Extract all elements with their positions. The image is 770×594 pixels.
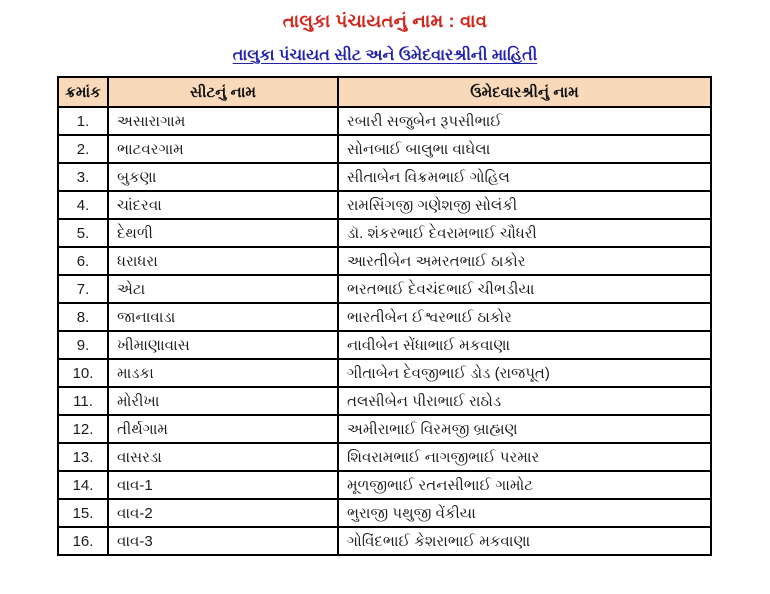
- seat-name: જાનાવાડા: [108, 303, 338, 331]
- table-row: [58, 163, 711, 191]
- seat-name: ધરાધરા: [108, 247, 338, 275]
- seat-name: વાવ-2: [108, 499, 338, 527]
- candidate-name: નાવીબેન સેંધાભાઈ મકવાણા: [338, 331, 711, 359]
- table-row: [58, 471, 711, 499]
- seat-name: વાવ-3: [108, 527, 338, 555]
- candidate-name: ગોવિંદભાઈ કેશરાભાઈ મકવાણા: [338, 527, 711, 555]
- page-title: તાલુકા પંચાયતનું નામ : વાવ: [282, 11, 488, 31]
- seat-name: અસારાગામ: [108, 107, 338, 135]
- row-number: 15.: [58, 499, 108, 527]
- row-number: 3.: [58, 163, 108, 191]
- seat-name: વાસરડા: [108, 443, 338, 471]
- table-row: [58, 247, 711, 275]
- header-serial-number: ક્રમાંક: [58, 77, 108, 107]
- seat-name: દેથળી: [108, 219, 338, 247]
- table-row: [58, 359, 711, 387]
- candidate-name: મૂળજીભાઈ રતનસીભાઈ ગામોટ: [338, 471, 711, 499]
- seat-name: તીર્થગામ: [108, 415, 338, 443]
- table-header-row: [58, 77, 711, 107]
- table-row: [58, 303, 711, 331]
- candidate-name: તલસીબેન પીરાભાઈ રાઠોડ: [338, 387, 711, 415]
- row-number: 9.: [58, 331, 108, 359]
- table-row: [58, 331, 711, 359]
- table-row: [58, 275, 711, 303]
- row-number: 14.: [58, 471, 108, 499]
- row-number: 10.: [58, 359, 108, 387]
- seat-name: એટા: [108, 275, 338, 303]
- seat-name: ખીમાણાવાસ: [108, 331, 338, 359]
- row-number: 11.: [58, 387, 108, 415]
- table-row: [58, 415, 711, 443]
- candidate-name: અમીરાભાઈ વિરમજી બ્રાહ્મણ: [338, 415, 711, 443]
- candidate-name: ભુરાજી પથુજી વેંકીયા: [338, 499, 711, 527]
- header-seat-name: સીટનું નામ: [108, 77, 338, 107]
- candidate-name: ગીતાબેન દેવજીભાઈ ડોડ (રાજપૂત): [338, 359, 711, 387]
- seat-name: બુકણા: [108, 163, 338, 191]
- candidate-name: આરતીબેન અમરતભાઈ ઠાકોર: [338, 247, 711, 275]
- table-row: [58, 219, 711, 247]
- row-number: 6.: [58, 247, 108, 275]
- seat-name: ભાટવરગામ: [108, 135, 338, 163]
- header-candidate-name: ઉમેદવારશ્રીનું નામ: [338, 77, 711, 107]
- candidate-name: ભરતભાઈ દેવચંદભાઈ ચીભડીયા: [338, 275, 711, 303]
- table-row: [58, 387, 711, 415]
- table-row: [58, 191, 711, 219]
- seat-name: માડકા: [108, 359, 338, 387]
- table-row: [58, 107, 711, 135]
- candidate-name: રબારી સજુબેન રૂપસીભાઈ: [338, 107, 711, 135]
- seat-name: મોરીખા: [108, 387, 338, 415]
- candidates-table: [57, 76, 712, 556]
- row-number: 7.: [58, 275, 108, 303]
- candidate-name: શિવરામભાઈ નાગજીભાઈ પરમાર: [338, 443, 711, 471]
- row-number: 2.: [58, 135, 108, 163]
- candidate-name: રામસિંગજી ગણેશજી સોલંકી: [338, 191, 711, 219]
- row-number: 8.: [58, 303, 108, 331]
- table-row: [58, 527, 711, 555]
- table-row: [58, 443, 711, 471]
- row-number: 5.: [58, 219, 108, 247]
- page-subtitle: તાલુકા પંચાયત સીટ અને ઉમેદવારશ્રીની માહિતી: [232, 47, 538, 64]
- row-number: 16.: [58, 527, 108, 555]
- table-row: [58, 499, 711, 527]
- candidate-name: સીતાબેન વિક્રમભાઈ ગોહિલ: [338, 163, 711, 191]
- row-number: 13.: [58, 443, 108, 471]
- seat-name: વાવ-1: [108, 471, 338, 499]
- candidate-name: ભારતીબેન ઈશ્વરભાઈ ઠાકોર: [338, 303, 711, 331]
- row-number: 1.: [58, 107, 108, 135]
- candidate-name: સોનબાઈ બાલુભા વાઘેલા: [338, 135, 711, 163]
- row-number: 4.: [58, 191, 108, 219]
- candidate-name: ડૉ. શંકરભાઈ દેવરામભાઈ ચૌધરી: [338, 219, 711, 247]
- seat-name: ચાંદરવા: [108, 191, 338, 219]
- row-number: 12.: [58, 415, 108, 443]
- table-row: [58, 135, 711, 163]
